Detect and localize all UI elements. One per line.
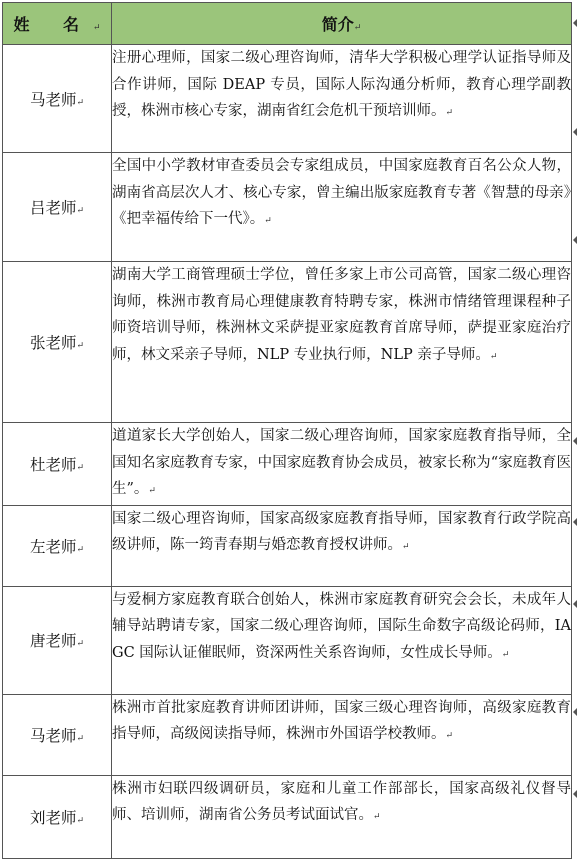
- return-mark-icon: ↵: [76, 462, 85, 473]
- header-name: [3, 3, 112, 45]
- row-end-arrow-icon: [573, 19, 577, 27]
- teacher-name: 左老师: [29, 537, 77, 556]
- return-mark-icon: ↵: [148, 486, 156, 497]
- return-mark-icon: ↵: [353, 23, 362, 33]
- teacher-name-cell: [3, 423, 112, 506]
- teacher-bio: 全国中小学教材审查委员会专家组成员，中国家庭教育百名公众人物，湖南省高层次人才、核心专家，曾主编出版家庭教育专著《智慧的母亲》《把幸福传给下一代》。: [112, 158, 571, 228]
- row-end-arrow-icon: [573, 518, 577, 526]
- return-mark-icon: ↵: [76, 733, 85, 744]
- teacher-bio: 湖南大学工商管理硕士学位，曾任多家上市公司高管，国家二级心理咨询师，株洲市教育局心理健康教育特聘专家，株洲市情绪管理课程种子师资培训导师，株洲林文采萨提亚家庭教育首席导师，萨提亚家庭治疗师，林文采亲子导师，NLP 专业执行师，NLP 亲子导师。: [112, 267, 571, 363]
- row-end-arrow-icon: [573, 708, 577, 716]
- table-row: [3, 45, 572, 153]
- row-end-arrow-icon: [573, 236, 577, 244]
- teacher-bio-cell: [112, 45, 572, 153]
- teacher-bio-cell: [112, 505, 572, 586]
- return-mark-icon: ↵: [402, 542, 410, 553]
- table-row: [3, 262, 572, 423]
- return-mark-icon: ↵: [489, 351, 498, 362]
- teacher-name: 马老师: [29, 726, 77, 745]
- teacher-name: 唐老师: [29, 632, 77, 651]
- teacher-name-cell: [3, 694, 112, 775]
- header-bio: [112, 3, 572, 45]
- return-mark-icon: ↵: [76, 815, 85, 826]
- teacher-name-cell: [3, 586, 112, 694]
- return-mark-icon: ↵: [445, 731, 454, 742]
- return-mark-icon: ↵: [93, 23, 101, 33]
- teacher-bio-cell: [112, 262, 572, 423]
- teacher-name-cell: [3, 45, 112, 153]
- header-name-label: 姓 名: [13, 15, 94, 34]
- table-row: [3, 505, 572, 586]
- header-bio-label: 简介: [321, 15, 354, 34]
- return-mark-icon: ↵: [76, 97, 85, 108]
- teacher-name-cell: [3, 505, 112, 586]
- return-mark-icon: ↵: [76, 206, 85, 216]
- table-row: [3, 153, 572, 262]
- teacher-name: 马老师: [29, 90, 77, 109]
- teacher-bio: 注册心理师，国家二级心理咨询师，清华大学积极心理学认证指导师及合作讲师，国际 DEAP 专员，国际人际沟通分析师，教育心理学副教授，株洲市核心专家，湖南省红会危机干预培训师。: [112, 50, 571, 120]
- teacher-name-cell: [3, 153, 112, 262]
- return-mark-icon: ↵: [76, 544, 85, 555]
- teacher-bio-cell: [112, 423, 572, 506]
- table-row: [3, 694, 572, 775]
- teacher-name-cell: [3, 262, 112, 423]
- teacher-bio-cell: [112, 694, 572, 775]
- teacher-profile-table: [2, 2, 572, 859]
- return-mark-icon: ↵: [445, 108, 454, 119]
- teacher-bio-cell: [112, 586, 572, 694]
- return-mark-icon: ↵: [76, 639, 85, 650]
- teacher-bio: 与爱桐方家庭教育联合创始人，株洲市家庭教育研究会会长，未成年人辅导站聘请专家，国家二级心理咨询师，国际生命数字高级论码师，IAGC 国际认证催眠师，资深两性关系咨询师，女性成长导师。: [112, 591, 571, 661]
- table-row: [3, 423, 572, 506]
- teacher-bio: 株洲市妇联四级调研员，家庭和儿童工作部部长，国家高级礼仪督导师、培训师，湖南省公务员考试面试官。: [112, 780, 571, 824]
- header-row: [3, 3, 572, 45]
- teacher-bio: 道道家长大学创始人，国家二级心理咨询师，国家家庭教育指导师，全国知名家庭教育专家，中国家庭教育协会成员，被家长称为“家庭教育医生”。: [112, 428, 571, 498]
- return-mark-icon: ↵: [373, 812, 381, 823]
- teacher-bio: 株洲市首批家庭教育讲师团讲师，国家三级心理咨询师，高级家庭教育指导师，高级阅读指导师，株洲市外国语学校教师。: [112, 699, 571, 743]
- row-end-arrow-icon: [573, 600, 577, 608]
- row-end-arrow-icon: [573, 128, 577, 136]
- teacher-name: 刘老师: [29, 808, 77, 827]
- teacher-name: 杜老师: [29, 455, 77, 474]
- return-mark-icon: ↵: [76, 341, 85, 351]
- table-row: [3, 775, 572, 858]
- row-end-arrow-icon: [573, 790, 577, 798]
- row-end-arrow-icon: [573, 437, 577, 445]
- teacher-bio: 国家二级心理咨询师，国家高级家庭教育指导师，国家教育行政学院高级讲师，陈一筠青春期与婚恋教育授权讲师。: [112, 510, 571, 554]
- table-row: [3, 586, 572, 694]
- teacher-name: 张老师: [29, 334, 77, 352]
- teacher-name-cell: [3, 775, 112, 858]
- teacher-name: 吕老师: [29, 199, 77, 217]
- teacher-bio-cell: [112, 153, 572, 262]
- return-mark-icon: ↵: [501, 649, 510, 660]
- teacher-bio-cell: [112, 775, 572, 858]
- return-mark-icon: ↵: [264, 216, 272, 227]
